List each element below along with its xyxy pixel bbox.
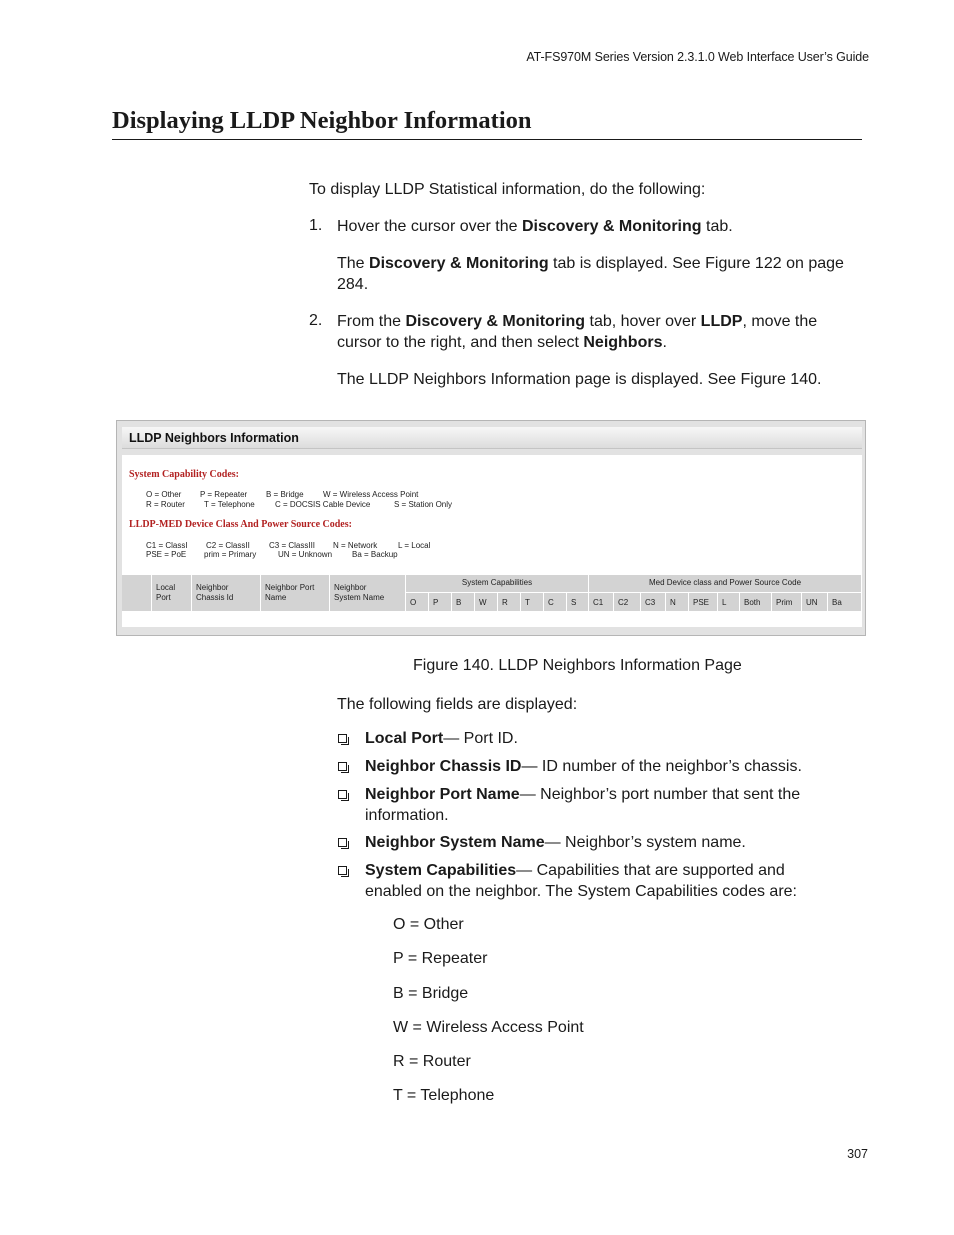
col-cap-r: R	[498, 593, 521, 611]
col-med-pse: PSE	[689, 593, 718, 611]
checkbox-bullet-icon	[338, 762, 347, 771]
col-group-med-device-class: Med Device class and Power Source Code	[589, 575, 862, 593]
sys-code: R = Router	[146, 500, 185, 509]
checkbox-bullet-icon	[338, 838, 347, 847]
sys-code: B = Bridge	[266, 490, 304, 499]
figure-panel-header	[122, 427, 862, 449]
col-cap-o: O	[406, 593, 429, 611]
col-med-c2: C2	[614, 593, 641, 611]
step-2-number: 2.	[309, 312, 323, 329]
checkbox-bullet-icon	[338, 790, 347, 799]
col-cap-w: W	[475, 593, 498, 611]
col-cap-s: S	[567, 593, 589, 611]
figure-caption: Figure 140. LLDP Neighbors Information Page	[413, 657, 742, 674]
running-header: AT-FS970M Series Version 2.3.1.0 Web Interface User’s Guide	[526, 50, 869, 64]
table-header-blank	[122, 575, 152, 611]
step-1-number: 1.	[309, 217, 323, 234]
col-med-un: UN	[802, 593, 828, 611]
title-rule	[112, 139, 862, 140]
col-cap-p: P	[429, 593, 452, 611]
section-title: Displaying LLDP Neighbor Information	[112, 107, 532, 134]
sys-code: P = Repeater	[200, 490, 248, 499]
step-1-note: The Discovery & Monitoring tab is displayed. See Figure 122 on page 284.	[337, 255, 844, 293]
field-neighbor-system-name: Neighbor System Name— Neighbor’s system name.	[365, 834, 746, 851]
figure-panel-title: LLDP Neighbors Information	[129, 431, 299, 445]
sys-code: T = Telephone	[204, 500, 255, 509]
sys-code: C = DOCSIS Cable Device	[275, 500, 371, 509]
step-2-note: The LLDP Neighbors Information page is displayed. See Figure 140.	[337, 371, 822, 388]
code-telephone: T = Telephone	[393, 1087, 495, 1104]
code-wireless-access-point: W = Wireless Access Point	[393, 1019, 584, 1036]
sys-cap-heading: System Capability Codes:	[129, 469, 240, 480]
col-neighbor-port-name: Neighbor Port Name	[261, 575, 330, 611]
med-code: PSE = PoE	[146, 550, 187, 559]
step-1-text: Hover the cursor over the Discovery & Monitoring tab.	[337, 218, 733, 235]
code-bridge: B = Bridge	[393, 985, 469, 1002]
figure-screenshot	[116, 420, 866, 636]
sys-code: W = Wireless Access Point	[323, 490, 419, 499]
col-med-both: Both	[740, 593, 772, 611]
fields-intro: The following fields are displayed:	[337, 696, 578, 713]
col-cap-b: B	[452, 593, 475, 611]
med-heading: LLDP-MED Device Class And Power Source Codes:	[129, 519, 352, 530]
col-neighbor-system-name: Neighbor System Name	[330, 575, 406, 611]
med-code: C1 = ClassI	[146, 541, 188, 550]
code-router: R = Router	[393, 1053, 471, 1070]
field-neighbor-port-name: Neighbor Port Name— Neighbor’s port number that sent the information.	[365, 786, 801, 824]
col-med-ba: Ba	[828, 593, 862, 611]
col-med-l: L	[718, 593, 740, 611]
col-med-n: N	[666, 593, 689, 611]
sys-code: O = Other	[146, 490, 182, 499]
col-cap-c: C	[544, 593, 567, 611]
code-repeater: P = Repeater	[393, 950, 488, 967]
page-number: 307	[847, 1147, 868, 1161]
figure-panel-body	[122, 455, 862, 627]
col-local-port: Local Port	[152, 575, 192, 611]
intro-text: To display LLDP Statistical information, do the following:	[309, 181, 706, 198]
field-system-capabilities: System Capabilities— Capabilities that are supported and enabled on the neighbor. The System Capabilities codes are:	[365, 862, 797, 900]
med-code: C2 = ClassII	[206, 541, 250, 550]
med-code: N = Network	[333, 541, 378, 550]
field-local-port: Local Port— Port ID.	[365, 730, 518, 747]
med-code: L = Local	[398, 541, 431, 550]
col-neighbor-chassis-id: Neighbor Chassis Id	[192, 575, 261, 611]
checkbox-bullet-icon	[338, 866, 347, 875]
med-code: Ba = Backup	[352, 550, 398, 559]
sys-code: S = Station Only	[394, 500, 453, 509]
step-2-text: From the Discovery & Monitoring tab, hover over LLDP, move the cursor to the right, and then select Neighbors.	[337, 313, 818, 351]
med-code: C3 = ClassIII	[269, 541, 316, 550]
col-med-c3: C3	[641, 593, 666, 611]
col-group-system-capabilities: System Capabilities	[406, 575, 589, 593]
code-other: O = Other	[393, 916, 464, 933]
col-med-prim: Prim	[772, 593, 802, 611]
checkbox-bullet-icon	[338, 734, 347, 743]
col-med-c1: C1	[589, 593, 614, 611]
med-code: UN = Unknown	[278, 550, 333, 559]
field-neighbor-chassis-id: Neighbor Chassis ID— ID number of the neighbor’s chassis.	[365, 758, 802, 775]
neighbors-table-header	[122, 575, 862, 611]
med-code: prim = Primary	[204, 550, 257, 559]
col-cap-t: T	[521, 593, 544, 611]
